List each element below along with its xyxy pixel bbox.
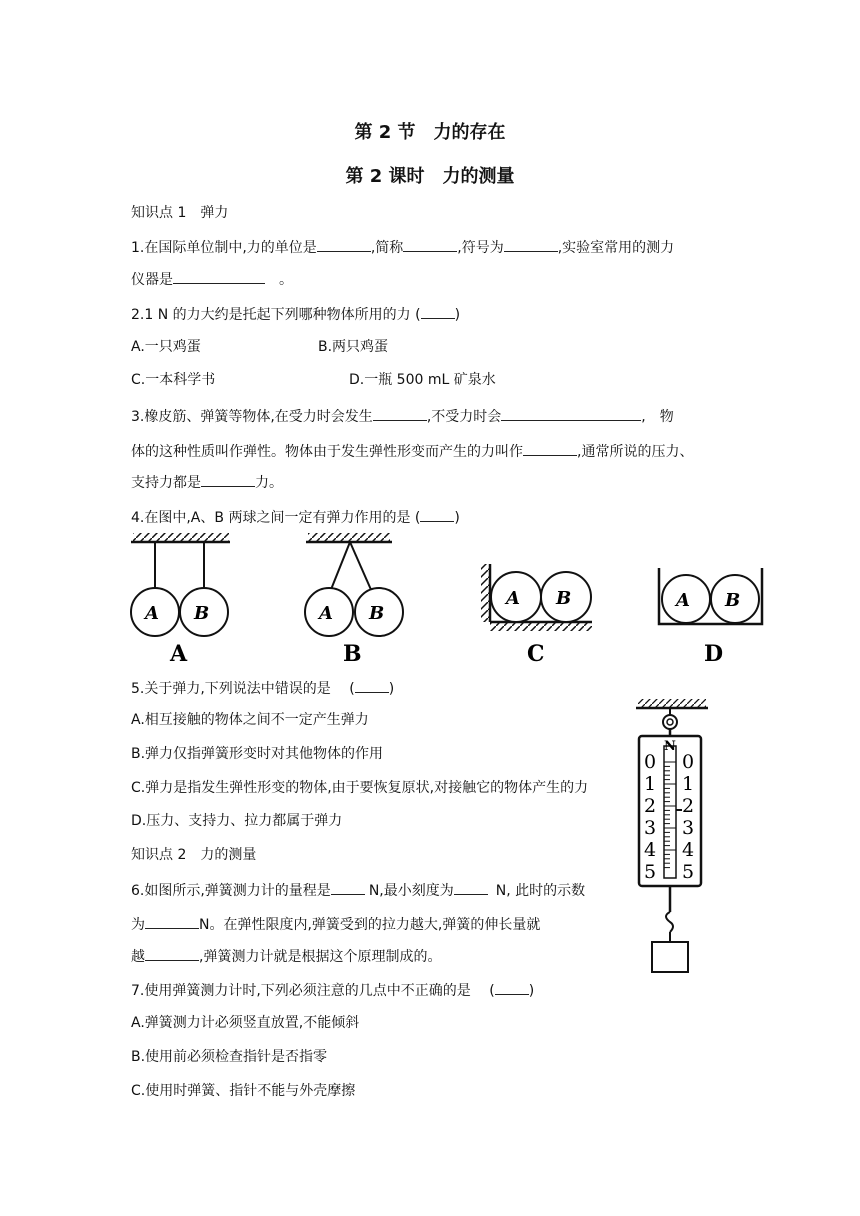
q7-option-c: C.使用时弹簧、指针不能与外壳摩擦 (131, 1083, 356, 1099)
q6-text-a: 6.如图所示,弹簧测力计的量程是 (131, 883, 331, 899)
q3-blank-restore[interactable] (501, 406, 641, 421)
q3-text-e: ,通常所说的压力、 (577, 444, 694, 460)
scale-number-right: 0 (682, 751, 695, 773)
q5-answer-blank[interactable] (355, 678, 389, 693)
question-1-line-1 (131, 237, 674, 257)
q2-option-b: B.两只鸡蛋 (318, 339, 389, 355)
figure-d-ball-b: B (725, 590, 741, 611)
figure-a-ball-b: B (194, 603, 210, 624)
q5-option-d: D.压力、支持力、拉力都属于弹力 (131, 813, 343, 829)
q7-close-paren: ) (528, 983, 535, 999)
q2-stem-text: 2.1 N 的力大约是托起下列哪种物体所用的力 ( (131, 307, 421, 323)
q2-answer-blank[interactable] (421, 304, 455, 319)
figure-c-ball-a: A (506, 588, 520, 609)
q6-text-d: 为 (131, 917, 145, 933)
knowledge-point-1: 知识点 1 弹力 (131, 205, 229, 221)
figure-b-label: B (343, 641, 362, 667)
scale-number-right: 4 (682, 839, 695, 861)
q3-text-g: 力。 (255, 475, 283, 491)
question-7-stem (131, 980, 534, 1000)
question-6-line-1 (131, 880, 585, 900)
question-3-line-3 (131, 472, 283, 492)
q6-text-f: 越 (131, 949, 145, 965)
figure-c-label: C (527, 641, 545, 667)
scale-number-left: 3 (644, 817, 657, 839)
figure-d-ball-a: A (676, 590, 690, 611)
figure-a (131, 533, 230, 667)
q1-text-d: ,实验室常用的测力 (557, 240, 675, 256)
scale-number-left: 4 (644, 839, 657, 861)
q1-blank-symbol[interactable] (504, 237, 558, 252)
scale-unit-label: N (664, 739, 676, 754)
q6-text-b: N,最小刻度为 (368, 883, 454, 899)
scale-number-left: 1 (644, 773, 657, 795)
q3-text-c: , 物 (641, 409, 674, 425)
q6-text-c: N, 此时的示数 (495, 883, 586, 899)
question-6-line-3 (131, 946, 441, 966)
scale-number-left: 2 (644, 795, 657, 817)
q3-blank-elastic-force[interactable] (523, 441, 577, 456)
scale-number-right: 1 (682, 773, 695, 795)
q1-text-b: ,简称 (370, 240, 404, 256)
q1-blank-unit[interactable] (317, 237, 371, 252)
scale-number-right: 5 (682, 861, 695, 883)
scale-number-right: 3 (682, 817, 695, 839)
q2-close-paren: ) (454, 307, 461, 323)
section-title: 第 2 节 力的存在 (354, 122, 506, 143)
knowledge-point-2: 知识点 2 力的测量 (131, 847, 257, 863)
q3-text-a: 3.橡皮筋、弹簧等物体,在受力时会发生 (131, 409, 373, 425)
question-5-stem (131, 678, 394, 698)
q5-close-paren: ) (388, 681, 395, 697)
q2-option-a: A.一只鸡蛋 (131, 339, 201, 355)
q5-option-b: B.弹力仅指弹簧形变时对其他物体的作用 (131, 746, 384, 762)
question-4-stem (131, 507, 460, 527)
q3-text-b: ,不受力时会 (426, 409, 502, 425)
figure-b-ball-a: A (319, 603, 333, 624)
q1-blank-short[interactable] (403, 237, 457, 252)
q5-option-a: A.相互接触的物体之间不一定产生弹力 (131, 712, 369, 728)
q2-option-c: C.一本科学书 (131, 372, 216, 388)
q6-text-g: ,弹簧测力计就是根据这个原理制成的。 (199, 949, 442, 965)
scale-number-left: 5 (644, 861, 657, 883)
question-3-line-1 (131, 406, 674, 426)
q3-blank-deform[interactable] (373, 406, 427, 421)
q4-answer-blank[interactable] (420, 507, 454, 522)
q6-blank-division[interactable] (454, 880, 488, 895)
figure-a-label: A (170, 641, 188, 667)
figure-b (305, 533, 403, 667)
spring-scale-figure (624, 690, 724, 980)
q1-text-e: 仪器是 (131, 272, 173, 288)
q3-text-f: 支持力都是 (131, 475, 201, 491)
q6-blank-range[interactable] (331, 880, 365, 895)
q4-figures (0, 530, 860, 670)
figure-d (659, 568, 762, 667)
figure-c (481, 564, 592, 667)
figure-d-label: D (704, 641, 724, 667)
q3-text-d: 体的这种性质叫作弹性。物体由于发生弹性形变而产生的力叫作 (131, 444, 523, 460)
question-2-stem (131, 304, 460, 324)
q2-option-d: D.一瓶 500 mL 矿泉水 (349, 372, 496, 388)
q1-text-f: 。 (279, 272, 293, 288)
q1-text-a: 1.在国际单位制中,力的单位是 (131, 240, 317, 256)
q6-blank-longer[interactable] (145, 946, 199, 961)
figure-c-ball-b: B (556, 588, 572, 609)
q4-stem-text: 4.在图中,A、B 两球之间一定有弹力作用的是 ( (131, 510, 421, 526)
q1-blank-instrument[interactable] (173, 269, 265, 284)
q7-stem-text: 7.使用弹簧测力计时,下列必须注意的几点中不正确的是 ( (131, 983, 495, 999)
q7-option-b: B.使用前必须检查指针是否指零 (131, 1049, 328, 1065)
question-1-line-2 (131, 269, 293, 289)
scale-number-right: 2 (682, 795, 695, 817)
q7-answer-blank[interactable] (495, 980, 529, 995)
q1-text-c: ,符号为 (457, 240, 504, 256)
question-3-line-2 (131, 441, 693, 461)
lesson-title: 第 2 课时 力的测量 (345, 166, 515, 187)
figure-b-ball-b: B (369, 603, 385, 624)
scale-number-left: 0 (644, 751, 657, 773)
q5-stem-text: 5.关于弹力,下列说法中错误的是 ( (131, 681, 355, 697)
q5-option-c: C.弹力是指发生弹性形变的物体,由于要恢复原状,对接触它的物体产生的力 (131, 780, 589, 796)
q7-option-a: A.弹簧测力计必须竖直放置,不能倾斜 (131, 1015, 360, 1031)
question-6-line-2 (131, 914, 540, 934)
q6-text-e: N。在弹性限度内,弹簧受到的拉力越大,弹簧的伸长量就 (199, 917, 541, 933)
q3-blank-force-type[interactable] (201, 472, 255, 487)
q4-close-paren: ) (454, 510, 460, 526)
figure-a-ball-a: A (145, 603, 159, 624)
q6-blank-reading[interactable] (145, 914, 199, 929)
